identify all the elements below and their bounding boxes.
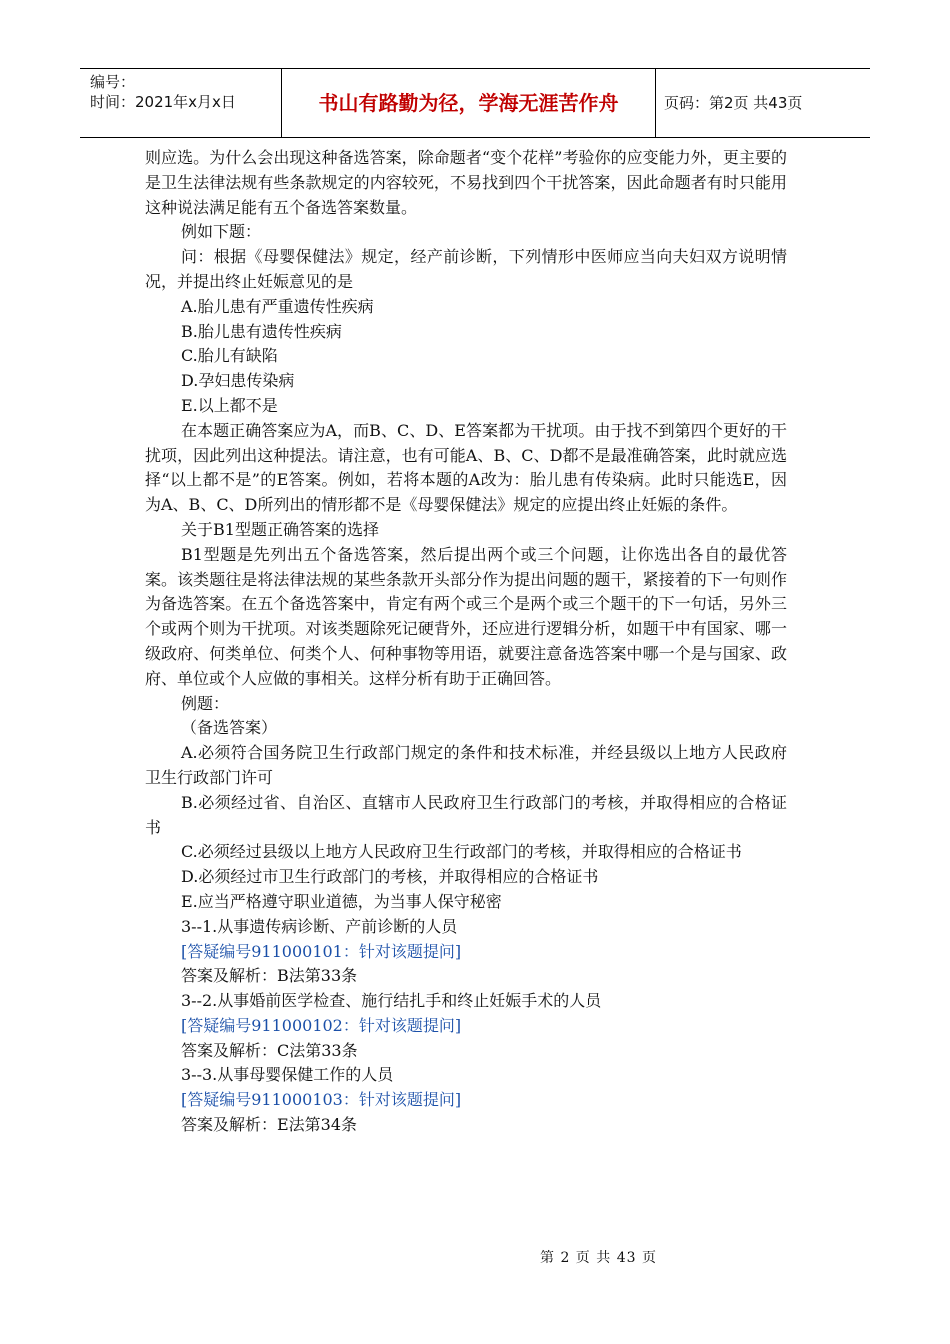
option-item: C.必须经过县级以上地方人民政府卫生行政部门的考核，并取得相应的合格证书 [181, 842, 742, 862]
document-date-label: 时间：2021年x月x日 [90, 93, 236, 111]
question-text: 问：根据《母婴保健法》规定，经产前诊断，下列情形中医师应当向夫妇双方说明情况，并提出终止妊娠意见的是 [145, 247, 787, 291]
option-item: E.以上都不是 [181, 395, 278, 415]
header-motto: 书山有路勤为径，学海无涯苦作舟 [282, 69, 656, 137]
paragraph: 例如下题： [181, 222, 262, 242]
question-link[interactable]: [答疑编号911000102：针对该题提问] [181, 1015, 462, 1035]
paragraph: B1型题是先列出五个备选答案，然后提出两个或三个问题，让你选出各自的最优答案。该类题往是将法律法规的某些条款开头部分作为提出问题的题干，紧接着的下一句则作为备选答案。在五个备选答案中，肯定有两个或三个是两个或三个题干的下一句话，另外三个或两个则为干扰项。对该类题除死记硬背外，还应进行逻辑分析，如题干中有国家、哪一级政府、何类单位、何类个人、何种事物等用语，就要注意备选答案中哪一个是与国家、政府、单位或个人应做的事相关。这样分析有助于正确回答。 [145, 544, 787, 688]
question-text: 3--3.从事母婴保健工作的人员 [181, 1065, 394, 1085]
document-number-label: 编号： [90, 73, 136, 91]
question-link[interactable]: [答疑编号911000101：针对该题提问] [181, 941, 462, 961]
answer-text: 答案及解析：B法第33条 [181, 966, 358, 986]
paragraph: （备选答案） [181, 718, 278, 738]
option-item: A.胎儿患有严重遗传性疾病 [181, 296, 374, 316]
paragraph: 则应选。为什么会出现这种备选答案，除命题者“变个花样”考验你的应变能力外，更主要的是卫生法律法规有些条款规定的内容较死，不易找到四个干扰答案，因此命题者有时只能用这种说法满足能有五个备选答案数量。 [145, 148, 787, 217]
document-body [145, 146, 787, 1138]
question-text: 3--2.从事婚前医学检查、施行结扎手和终止妊娠手术的人员 [181, 991, 602, 1011]
page-footer: 第 2 页 共 43 页 [540, 1250, 657, 1266]
question-link[interactable]: [答疑编号911000103：针对该题提问] [181, 1090, 462, 1110]
option-item: C.胎儿有缺陷 [181, 346, 278, 366]
option-item: B.胎儿患有遗传性疾病 [181, 321, 342, 341]
paragraph: 例题： [181, 693, 230, 713]
section-heading: 关于B1型题正确答案的选择 [181, 519, 379, 539]
header-info-cell [80, 69, 282, 137]
page-header [80, 68, 870, 138]
paragraph: 在本题正确答案应为A，而B、C、D、E答案都为干扰项。由于找不到第四个更好的干扰项，因此列出这种提法。请注意，也有可能A、B、C、D都不是最准确答案，此时就应选择“以上都不是”的E答案。例如，若将本题的A改为：胎儿患有传染病。此时只能选E，因为A、B、C、D所列出的情形都不是《母婴保健法》规定的应提出终止妊娠的条件。 [145, 420, 787, 515]
option-item: D.必须经过市卫生行政部门的考核，并取得相应的合格证书 [181, 867, 599, 887]
header-page-number: 页码：第2页 共43页 [664, 94, 803, 112]
answer-text: 答案及解析：E法第34条 [181, 1115, 358, 1135]
answer-text: 答案及解析：C法第33条 [181, 1040, 358, 1060]
option-item: E.应当严格遵守职业道德，为当事人保守秘密 [181, 891, 502, 911]
question-text: 3--1.从事遗传病诊断、产前诊断的人员 [181, 916, 458, 936]
option-item: B.必须经过省、自治区、直辖市人民政府卫生行政部门的考核，并取得相应的合格证书 [145, 792, 787, 837]
option-item: A.必须符合国务院卫生行政部门规定的条件和技术标准，并经县级以上地方人民政府卫生行政部门许可 [145, 743, 787, 787]
option-item: D.孕妇患传染病 [181, 371, 295, 391]
